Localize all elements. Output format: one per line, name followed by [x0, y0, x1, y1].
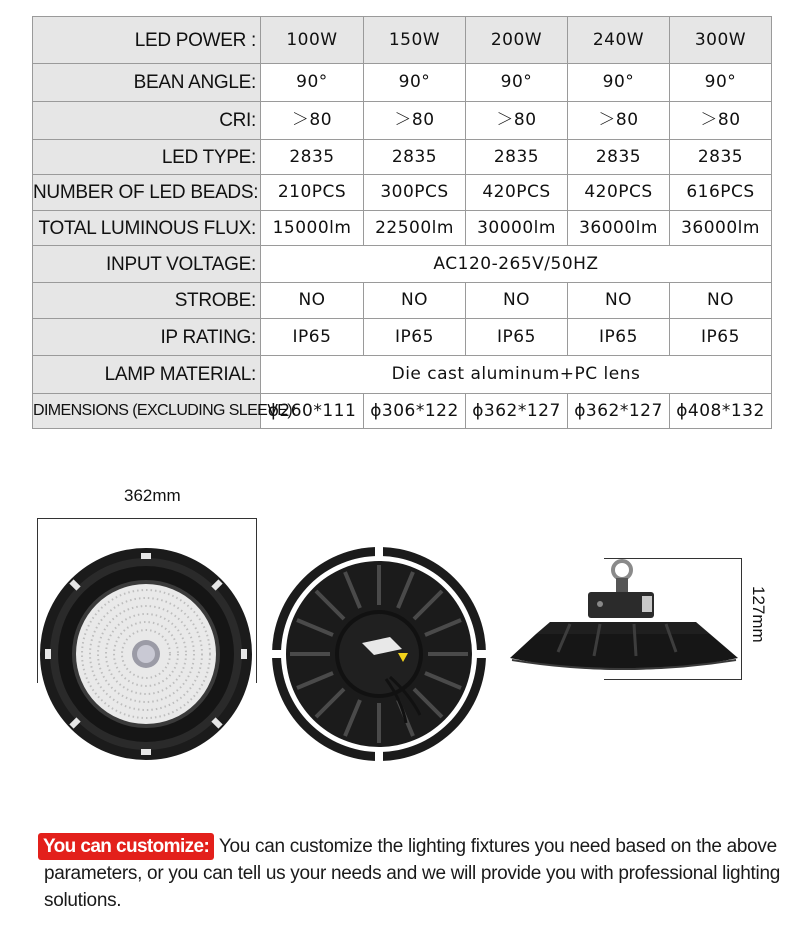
spec-value: ＞80 [568, 102, 670, 140]
spec-value: IP65 [261, 319, 364, 356]
spec-value: 200W [466, 17, 568, 64]
spec-value: 150W [364, 17, 466, 64]
spec-table [32, 16, 772, 429]
spec-value: 2835 [364, 140, 466, 175]
spec-row [33, 64, 772, 102]
spec-value: 90° [466, 64, 568, 102]
spec-merged-value: AC120-265V/50HZ [261, 246, 772, 283]
spec-label: STROBE: [33, 283, 261, 319]
width-dimension-label: 362mm [124, 486, 181, 505]
spec-value: NO [670, 283, 772, 319]
spec-row [33, 175, 772, 211]
spec-label: DIMENSIONS (EXCLUDING SLEEVE): [33, 394, 261, 429]
spec-value: NO [364, 283, 466, 319]
spec-row [33, 394, 772, 429]
spec-value: ϕ260*111 [261, 394, 364, 429]
spec-value: 90° [364, 64, 466, 102]
spec-value: 420PCS [568, 175, 670, 211]
customize-badge: You can customize: [38, 833, 214, 860]
spec-value: 2835 [568, 140, 670, 175]
spec-value: 420PCS [466, 175, 568, 211]
spec-value: 300PCS [364, 175, 466, 211]
spec-value: IP65 [670, 319, 772, 356]
spec-row [33, 246, 772, 283]
spec-value: ϕ362*127 [568, 394, 670, 429]
spec-merged-value: Die cast aluminum+PC lens [261, 356, 772, 394]
spec-value: ϕ408*132 [670, 394, 772, 429]
spec-label: NUMBER OF LED BEADS: [33, 175, 261, 211]
spec-value: ＞80 [261, 102, 364, 140]
spec-value: 2835 [670, 140, 772, 175]
spec-value: 30000lm [466, 211, 568, 246]
lamp-back-view-icon [270, 545, 488, 763]
spec-value: 240W [568, 17, 670, 64]
spec-value: 616PCS [670, 175, 772, 211]
spec-label: TOTAL LUMINOUS FLUX: [33, 211, 261, 246]
spec-value: NO [261, 283, 364, 319]
spec-label: LED TYPE: [33, 140, 261, 175]
customize-note [44, 833, 784, 914]
spec-value: 90° [670, 64, 772, 102]
height-dimension-label: 127mm [749, 586, 768, 643]
spec-value: 90° [568, 64, 670, 102]
spec-value: IP65 [568, 319, 670, 356]
spec-value: 300W [670, 17, 772, 64]
spec-row [33, 283, 772, 319]
spec-value: ϕ306*122 [364, 394, 466, 429]
spec-value: 2835 [466, 140, 568, 175]
spec-label: IP RATING: [33, 319, 261, 356]
spec-row [33, 211, 772, 246]
spec-label: LED POWER : [33, 17, 261, 64]
spec-label: INPUT VOLTAGE: [33, 246, 261, 283]
spec-row [33, 319, 772, 356]
spec-value: NO [466, 283, 568, 319]
spec-header-row [33, 17, 772, 64]
spec-value: IP65 [364, 319, 466, 356]
spec-value: NO [568, 283, 670, 319]
spec-value: 210PCS [261, 175, 364, 211]
spec-label: LAMP MATERIAL: [33, 356, 261, 394]
spec-value: ＞80 [466, 102, 568, 140]
lamp-front-view-icon [37, 545, 255, 763]
spec-row [33, 356, 772, 394]
spec-value: IP65 [466, 319, 568, 356]
customize-text: You can customize the lighting fixtures you need based on the above parameters, or you can tell us your needs and we will provide you with professional lighting solutions. [44, 836, 780, 911]
spec-value: 2835 [261, 140, 364, 175]
spec-row [33, 140, 772, 175]
spec-value: 90° [261, 64, 364, 102]
spec-value: 36000lm [670, 211, 772, 246]
spec-row [33, 102, 772, 140]
spec-label: BEAN ANGLE: [33, 64, 261, 102]
lamp-side-view-icon [510, 552, 740, 682]
spec-value: 22500lm [364, 211, 466, 246]
spec-value: ϕ362*127 [466, 394, 568, 429]
spec-value: ＞80 [670, 102, 772, 140]
spec-value: 36000lm [568, 211, 670, 246]
spec-value: ＞80 [364, 102, 466, 140]
spec-label: CRI: [33, 102, 261, 140]
spec-value: 15000lm [261, 211, 364, 246]
spec-value: 100W [261, 17, 364, 64]
